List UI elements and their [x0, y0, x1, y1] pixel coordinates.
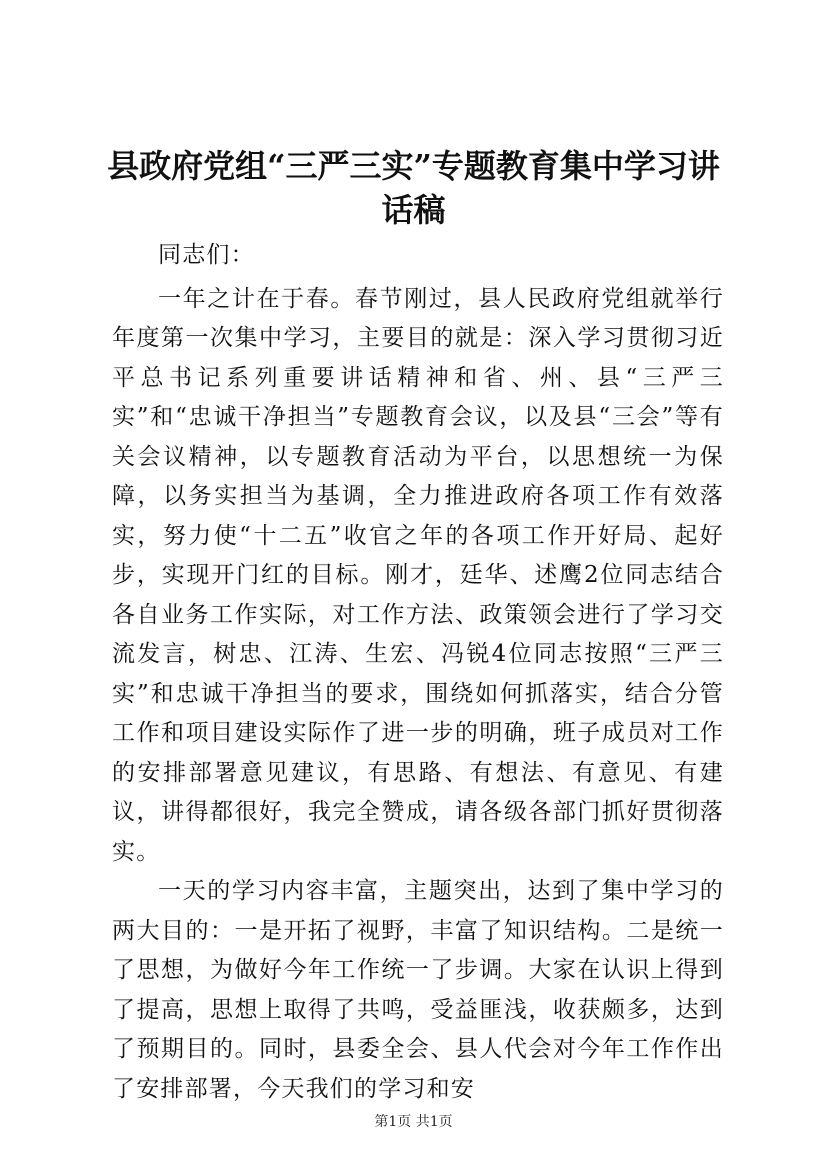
greeting-line: 同志们：	[158, 242, 255, 268]
document-body	[112, 236, 724, 1109]
document-title: 县政府党组“三严三实”专题教育集中学习讲话稿	[107, 147, 720, 229]
page-footer: 第1页 共1页	[374, 1114, 453, 1130]
paragraph-2: 一天的学习内容丰富，主题突出，达到了集中学习的两大目的：一是开拓了视野，丰富了知识结构。二是统一了思想，为做好今年工作统一了步调。大家在认识上得到了提高，思想上取得了共鸣，受益匪浅，收获颇多，达到了预期目的。同时，县委全会、县人代会对今年工作作出了安排部署，今天我们的学习和安	[112, 878, 724, 1102]
paragraph-1: 一年之计在于春。春节刚过，县人民政府党组就举行年度第一次集中学习，主要目的就是：深入学习贯彻习近平总书记系列重要讲话精神和省、州、县“三严三实”和“忠诚干净担当”专题教育会议，以及县“三会”等有关会议精神，以专题教育活动为平台，以思想统一为保障，以务实担当为基调，全力推进政府各项工作有效落实，努力使“十二五”收官之年的各项工作开好局、起好步，实现开门红的目标。刚才，廷华、述鹰2位同志结合各自业务工作实际，对工作方法、政策领会进行了学习交流发言，树忠、江涛、生宏、冯锐4位同志按照“三严三实”和忠诚干净担当的要求，围绕如何抓落实，结合分管工作和项目建设实际作了进一步的明确，班子成员对工作的安排部署意见建议，有思路、有想法、有意见、有建议，讲得都很好，我完全赞成，请各级各部门抓好贯彻落实。	[112, 285, 724, 865]
